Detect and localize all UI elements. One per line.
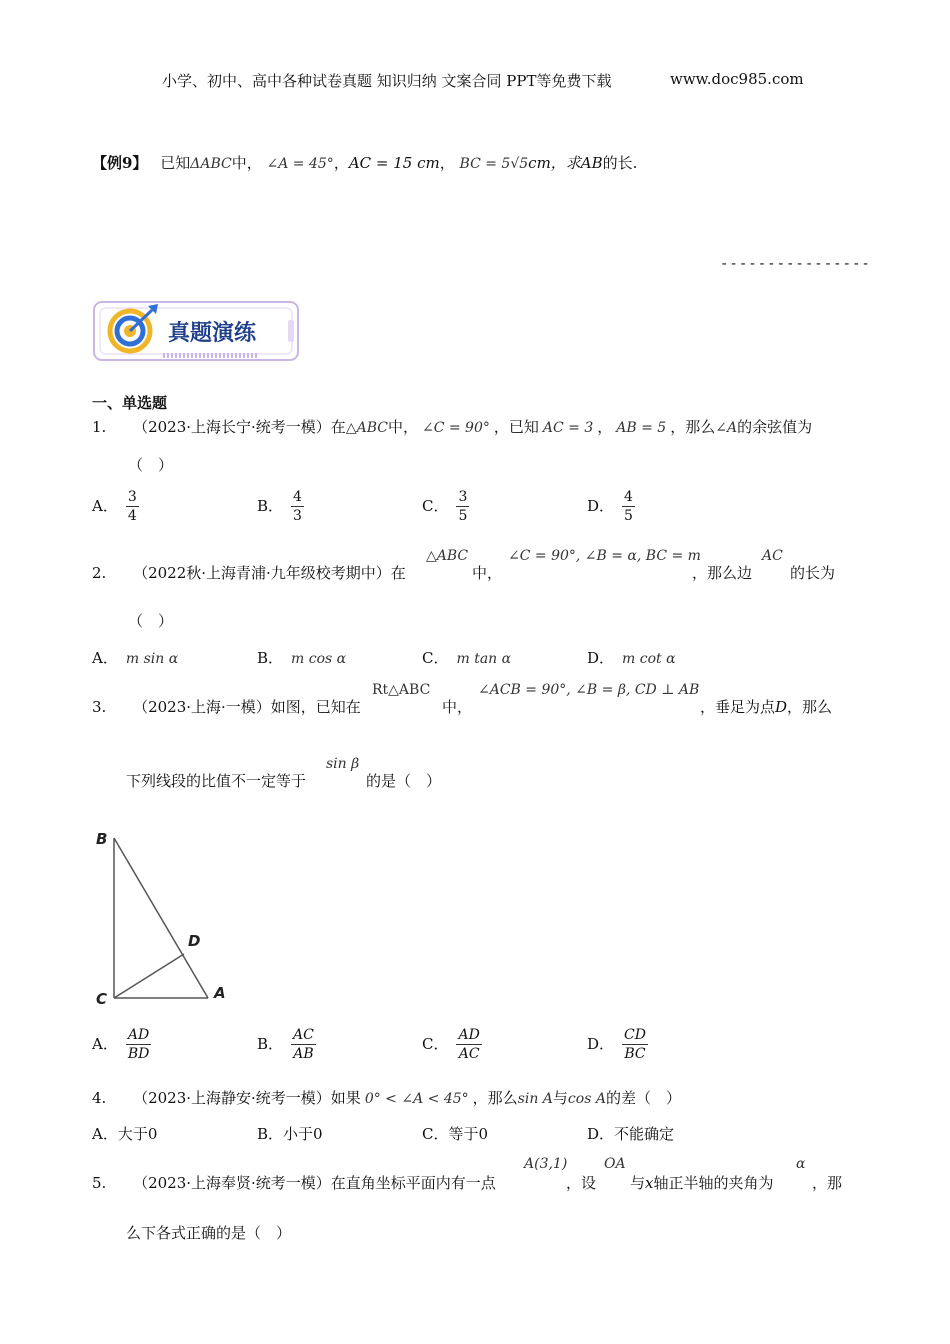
question-5	[92, 1172, 496, 1193]
frac-num: AC	[293, 1027, 314, 1043]
math-alpha: α	[796, 1156, 806, 1172]
question-text: ，设	[566, 1174, 597, 1192]
page-header-text: 小学、初中、高中各种试卷真题 知识归纳 文案合同 PPT等免费下载	[162, 72, 612, 90]
math-side: AC	[762, 548, 783, 564]
answer-divider: ----------------	[720, 256, 871, 272]
q2-option-a[interactable]	[92, 647, 178, 668]
question-text: ，那么	[670, 418, 716, 436]
label-d: D	[188, 932, 201, 950]
frac-den: BC	[624, 1046, 646, 1062]
label-c: C	[96, 990, 108, 1008]
frac-den: 5	[458, 508, 468, 524]
math-cos: cos A	[567, 1091, 606, 1107]
example-text: 已知	[160, 154, 191, 172]
question-text: 的是（ ）	[366, 772, 442, 790]
frac-num: CD	[624, 1027, 646, 1043]
question-number: 5.	[92, 1174, 107, 1192]
q3-option-d[interactable]	[587, 1026, 648, 1063]
math-condition: AB = 5	[616, 420, 667, 436]
option-label: D．	[587, 1125, 615, 1143]
question-text: ，垂足为点	[700, 698, 776, 716]
question-2	[92, 562, 406, 583]
option-label: B．	[257, 1034, 284, 1053]
segment-ab	[114, 838, 208, 998]
math-condition: ∠C = 90°, ∠B = α, BC = m	[508, 548, 701, 564]
math-condition: 0° < ∠A < 45°	[364, 1091, 469, 1107]
question-number: 2.	[92, 564, 107, 582]
option-label: C．	[422, 649, 449, 667]
example-text: ，	[439, 154, 455, 172]
frac-num: AD	[458, 1027, 480, 1043]
segment-cd	[114, 954, 184, 998]
math-condition: ∠C = 90°	[421, 420, 490, 436]
example-label: 【例9】	[92, 154, 148, 172]
option-label: D．	[587, 496, 615, 515]
question-text: 中，	[442, 698, 473, 716]
question-1	[92, 416, 812, 437]
frac-num: 4	[624, 489, 633, 505]
option-label: B．	[257, 496, 284, 515]
math-sin: sin A	[517, 1091, 553, 1107]
frac-den: 5	[624, 508, 633, 524]
option-label: C．	[422, 1034, 449, 1053]
answer-paren: （ ）	[128, 456, 174, 474]
option-label: C．	[422, 496, 449, 515]
question-text	[630, 1172, 774, 1193]
q1-option-b[interactable]	[257, 488, 304, 525]
frac-num: AD	[127, 1027, 150, 1043]
math-condition: ∠ACB = 90°, ∠B = β, CD ⊥ AB	[478, 682, 700, 698]
question-text: 与	[552, 1089, 568, 1107]
question-3	[92, 696, 361, 717]
question-text: ，已知	[493, 418, 539, 436]
question-text: 的余弦值为	[737, 418, 813, 436]
option-label: A．	[92, 1034, 118, 1053]
question-text: ，那么	[472, 1089, 518, 1107]
frac-den: AB	[293, 1046, 314, 1062]
frac-num: 3	[458, 489, 468, 505]
question-text: 轴正半轴的夹角为	[653, 1174, 774, 1192]
q4-option-c[interactable]	[422, 1123, 488, 1144]
example-text: 中，	[231, 154, 262, 172]
option-label: A．	[92, 649, 118, 667]
question-text: 么下各式正确的是（ ）	[126, 1224, 292, 1242]
math-triangle: △ABC	[426, 548, 469, 564]
example-angle: ∠A = 45°	[266, 156, 334, 172]
question-text: ，那么	[787, 698, 833, 716]
option-label: A．	[92, 496, 118, 515]
q1-option-d[interactable]	[587, 488, 635, 525]
q2-option-d[interactable]	[587, 647, 676, 668]
option-label: B．	[257, 649, 284, 667]
math-point: D	[775, 698, 788, 716]
label-b: B	[96, 830, 108, 848]
question-text: 中，	[387, 418, 418, 436]
option-label: C．	[422, 1125, 449, 1143]
q1-option-a[interactable]	[92, 488, 139, 525]
math-point: A(3,1)	[524, 1156, 568, 1172]
frac-den: 4	[127, 508, 137, 524]
banner-title: 真题演练	[168, 321, 257, 346]
question-text: ，那	[812, 1174, 843, 1192]
question-text: 中，	[472, 564, 503, 582]
frac-num: 4	[293, 489, 302, 505]
question-source: （2023·上海静安·统考一模）如果	[133, 1089, 361, 1107]
question-text: ，那么边	[692, 564, 753, 582]
option-text: 不能确定	[614, 1125, 675, 1143]
option-label: B．	[257, 1125, 284, 1143]
option-expr: m sin α	[125, 651, 179, 667]
math-angle: ∠A	[715, 420, 738, 436]
q4-option-d[interactable]	[587, 1123, 674, 1144]
question-source: （2023·上海长宁·统考一模）在	[133, 418, 346, 436]
triangle-figure	[90, 826, 240, 1012]
question-number: 3.	[92, 698, 107, 716]
frac-den: 3	[293, 508, 302, 524]
q3-option-b[interactable]	[257, 1026, 316, 1063]
q2-option-b[interactable]	[257, 647, 346, 668]
example-ac: AC = 15 cm	[348, 154, 440, 172]
q2-option-c[interactable]	[422, 647, 511, 668]
option-text: 大于0	[117, 1125, 158, 1143]
question-text: 的差（ ）	[605, 1089, 681, 1107]
math-triangle: Rt△ABC	[372, 682, 431, 698]
q4-option-a[interactable]	[92, 1123, 157, 1144]
question-source: （2023·上海·一模）如图，已知在	[133, 698, 361, 716]
answer-paren: （ ）	[128, 612, 174, 630]
math-condition: AC = 3	[542, 420, 594, 436]
question-text: 与	[630, 1174, 646, 1192]
question-text	[700, 696, 832, 717]
option-expr: m cos α	[291, 651, 347, 667]
frac-num: 3	[127, 489, 137, 505]
label-a: A	[214, 984, 226, 1002]
option-label: D．	[587, 649, 615, 667]
example-text: cm，求	[528, 154, 581, 172]
option-label: A．	[92, 1125, 118, 1143]
question-source: （2022秋·上海青浦·九年级校考期中）在	[133, 564, 406, 582]
q1-option-c[interactable]	[422, 488, 469, 525]
q4-option-b[interactable]	[257, 1123, 323, 1144]
example-9	[92, 152, 637, 173]
math-sin: sin β	[326, 756, 360, 772]
option-expr: m cot α	[622, 651, 676, 667]
question-number: 1.	[92, 418, 107, 436]
math-vector: OA	[604, 1156, 626, 1172]
example-ab: AB	[580, 154, 603, 172]
example-triangle: ΔABC	[190, 156, 232, 172]
frac-den: BD	[127, 1046, 150, 1062]
page-header-url[interactable]: www.doc985.com	[670, 70, 804, 88]
question-text: ，	[597, 418, 613, 436]
frac-den: AC	[458, 1046, 480, 1062]
question-source: （2023·上海奉贤·统考一模）在直角坐标平面内有一点	[133, 1174, 496, 1192]
math-x: x	[645, 1174, 654, 1192]
q3-option-c[interactable]	[422, 1026, 482, 1063]
option-expr: m tan α	[456, 651, 512, 667]
question-text: 的长为	[790, 564, 836, 582]
question-text: 下列线段的比值不一定等于	[126, 772, 307, 790]
option-label: D．	[587, 1034, 615, 1053]
q3-option-a[interactable]	[92, 1026, 151, 1063]
example-bc: BC = 5√5	[459, 156, 529, 172]
question-4	[92, 1087, 681, 1108]
option-text: 等于0	[448, 1125, 489, 1143]
example-text: ，	[333, 154, 349, 172]
question-number: 4.	[92, 1089, 107, 1107]
section-title: 一、单选题	[92, 394, 168, 412]
option-text: 小于0	[283, 1125, 323, 1143]
math-triangle: △ABC	[345, 420, 388, 436]
example-text: 的长.	[602, 154, 638, 172]
